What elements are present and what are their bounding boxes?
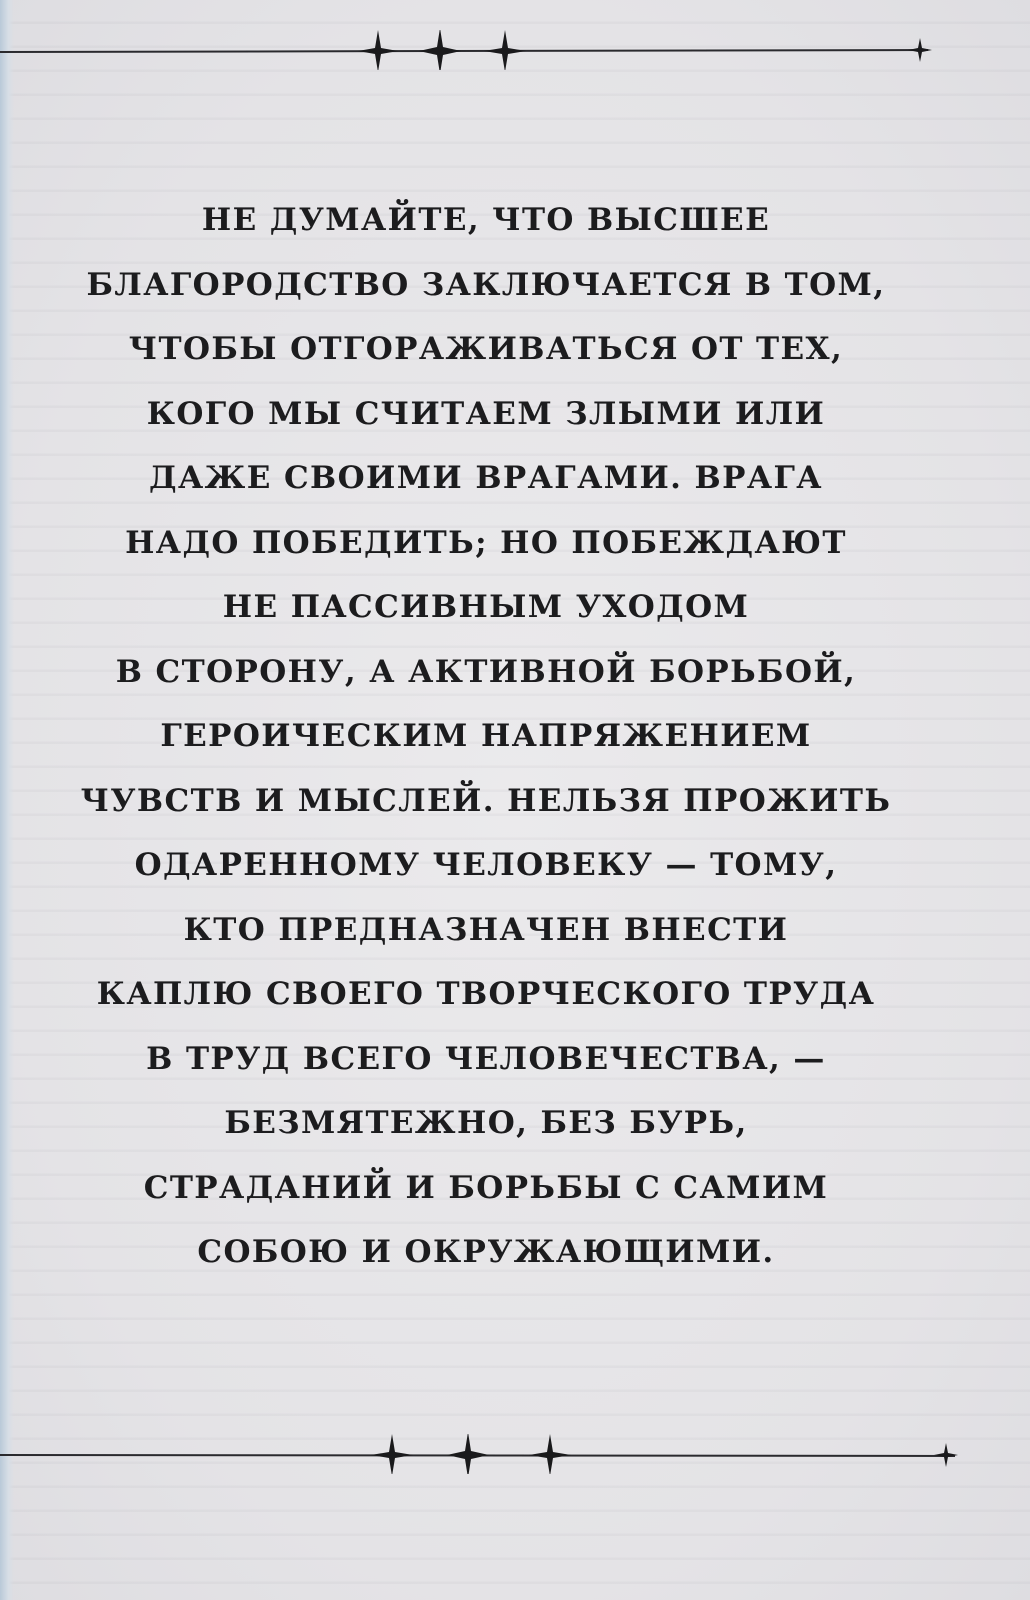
quote-line: В СТОРОНУ, А АКТИВНОЙ БОРЬБОЙ,	[115, 653, 857, 690]
quote-line: ОДАРЕННОМУ ЧЕЛОВЕКУ — ТОМУ,	[134, 847, 838, 883]
quote-line: БЛАГОРОДСТВО ЗАКЛЮЧАЕТСЯ В ТОМ,	[86, 266, 886, 303]
quote-line: НАДО ПОБЕДИТЬ; НО ПОБЕЖДАЮТ	[125, 524, 847, 561]
quote-line: КТО ПРЕДНАЗНАЧЕН ВНЕСТИ	[183, 911, 789, 948]
quote-line: ДАЖЕ СВОИМИ ВРАГАМИ. ВРАГА	[149, 460, 823, 496]
quote-line: СОБОЮ И ОКРУЖАЮЩИМИ.	[197, 1234, 775, 1270]
quote-line: НЕ ДУМАЙТЕ, ЧТО ВЫСШЕЕ	[201, 202, 771, 238]
quote-line: ГЕРОИЧЕСКИМ НАПРЯЖЕНИЕМ	[160, 718, 812, 754]
quote-text	[20, 188, 952, 1285]
top-star-divider	[0, 30, 1030, 70]
quote-line: КОГО МЫ СЧИТАЕМ ЗЛЫМИ ИЛИ	[146, 395, 826, 432]
quote-line: НЕ ПАССИВНЫМ УХОДОМ	[222, 589, 750, 625]
quote-line: СТРАДАНИЙ И БОРЬБЫ С САМИМ	[143, 1169, 829, 1206]
star-ornament-icon	[371, 1434, 958, 1474]
quote-line: КАПЛЮ СВОЕГО ТВОРЧЕСКОГО ТРУДА	[96, 976, 876, 1012]
quote-line: ЧУВСТВ И МЫСЛЕЙ. НЕЛЬЗЯ ПРОЖИТЬ	[80, 782, 892, 819]
bottom-star-divider	[0, 1434, 1030, 1474]
quote-line: ЧТОБЫ ОТГОРАЖИВАТЬСЯ ОТ ТЕХ,	[128, 331, 844, 367]
quote-line: В ТРУД ВСЕГО ЧЕЛОВЕЧЕСТВА, —	[146, 1040, 826, 1077]
quote-line: БЕЗМЯТЕЖНО, БЕЗ БУРЬ,	[224, 1105, 748, 1141]
page-edge	[0, 0, 14, 1600]
